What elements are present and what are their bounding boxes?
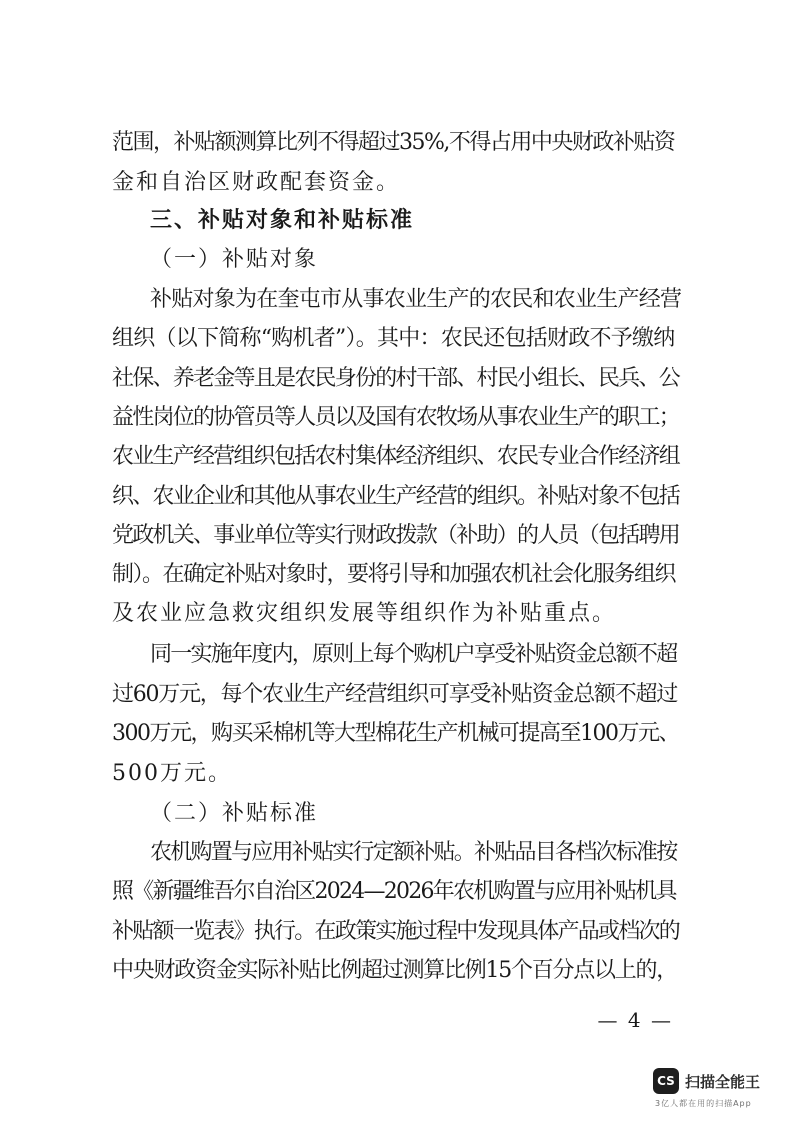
- body-line-8: 益性岗位的协管员等人员以及国有农牧场从事农业生产的职工；: [112, 405, 680, 430]
- body-line-19: 农机购置与应用补贴实行定额补贴。补贴品目各档次标准按: [150, 840, 677, 865]
- body-line-16: 300万元，购买采棉机等大型棉花生产机械可提高至100万元、: [112, 721, 679, 746]
- body-line-7: 社保、养老金等且是农民身份的村干部、村民小组长、民兵、公: [112, 366, 680, 391]
- body-line-2: 金和自治区财政配套资金。: [112, 170, 401, 195]
- body-line-10: 织、农业企业和其他从事农业生产经营的组织。补贴对象不包括: [112, 484, 680, 509]
- subsection-heading-2: （二）补贴标准: [150, 801, 319, 826]
- body-line-15: 过60万元，每个农业生产经营组织可享受补贴资金总额不超过: [112, 682, 677, 707]
- body-line-22: 中央财政资金实际补贴比例超过测算比例15个百分点以上的，: [112, 958, 677, 983]
- watermark-app-name: 扫描全能王: [685, 1073, 761, 1091]
- body-line-21: 补贴额一览表》执行。在政策实施过程中发现具体产品或档次的: [112, 919, 680, 944]
- camscanner-logo-icon: CS: [653, 1068, 679, 1094]
- subsection-heading-1: （一）补贴对象: [150, 247, 319, 272]
- camscanner-watermark: [653, 1068, 783, 1112]
- body-line-12: 制）。在确定补贴对象时，要将引导和加强农机社会化服务组织: [112, 562, 676, 587]
- body-line-6: 组织（以下简称“购机者”）。其中：农民还包括财政不予缴纳: [112, 326, 675, 351]
- body-line-14: 同一实施年度内，原则上每个购机户享受补贴资金总额不超: [150, 642, 677, 667]
- page-number: — 4 —: [597, 1008, 673, 1032]
- body-line-20: 照《新疆维吾尔自治区2024—2026年农机购置与应用补贴机具: [112, 879, 676, 904]
- body-line-17: 500万元。: [112, 761, 232, 786]
- body-line-11: 党政机关、事业单位等实行财政拨款（补助）的人员（包括聘用: [112, 523, 680, 548]
- body-line-13: 及农业应急救灾组织发展等组织作为补贴重点。: [112, 601, 617, 626]
- body-line-5: 补贴对象为在奎屯市从事农业生产的农民和农业生产经营: [150, 287, 682, 312]
- body-line-9: 农业生产经营组织包括农村集体经济组织、农民专业合作经济组: [112, 444, 680, 469]
- watermark-tagline: 3亿人都在用的扫描App: [655, 1099, 752, 1108]
- section-heading-3: 三、补贴对象和补贴标准: [150, 208, 415, 233]
- body-line-1: 范围，补贴额测算比列不得超过35%,不得占用中央财政补贴资: [112, 130, 675, 155]
